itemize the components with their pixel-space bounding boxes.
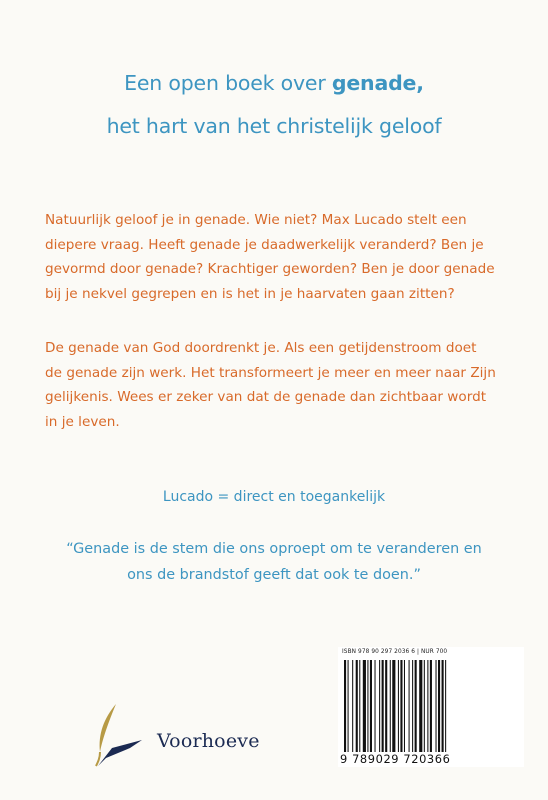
blurb-line: de genade zijn werk. Het transformeert je meer en meer naar Zijn: [45, 364, 496, 381]
quote-line-1: “Genade is de stem die ons oproept om te veranderen en: [66, 541, 482, 557]
isbn-text: ISBN 978 90 297 2036 6 | NUR 700: [342, 649, 448, 655]
publisher-name: Voorhoeve: [157, 730, 260, 752]
tagline: Lucado = direct en toegankelijk: [162, 489, 386, 505]
blurb-line: bij je nekvel gegrepen en is het in je haarvaten gaan zitten?: [45, 285, 455, 302]
headline-line-1: [0, 62, 548, 105]
blurb-line: gelijkenis. Wees er zeker van dat de genade dan zichtbaar wordt: [45, 389, 487, 406]
blurb-line: diepere vraag. Heeft genade je daadwerkelijk veranderd? Ben je: [45, 236, 484, 253]
barcode: [342, 660, 520, 752]
quote: [0, 536, 548, 588]
quote-line-2: ons de brandstof geeft dat ook te doen.”: [127, 567, 421, 583]
publisher-logo: [86, 700, 286, 770]
blurb-line: gevormd door genade? Krachtiger geworden? Ben je door genade: [45, 261, 495, 278]
blurb-paragraph-2: [45, 336, 515, 434]
barcode-label: [338, 647, 524, 767]
blurb-paragraph-1: [45, 208, 515, 306]
quill-feather-icon: [86, 700, 148, 768]
blurb-line: Natuurlijk geloof je in genade. Wie niet? Max Lucado stelt een: [45, 212, 467, 228]
headline: [0, 62, 548, 148]
barcode-number: 9 789029 720366: [340, 752, 451, 766]
blurb-line: in je leven.: [45, 413, 120, 430]
headline-line-2: het hart van het christelijk geloof: [106, 114, 442, 138]
blurb-line: De genade van God doordrenkt je. Als een getijdenstroom doet: [45, 340, 477, 356]
headline-prefix: Een open boek over: [124, 71, 332, 95]
headline-emphasis: genade,: [331, 71, 424, 95]
